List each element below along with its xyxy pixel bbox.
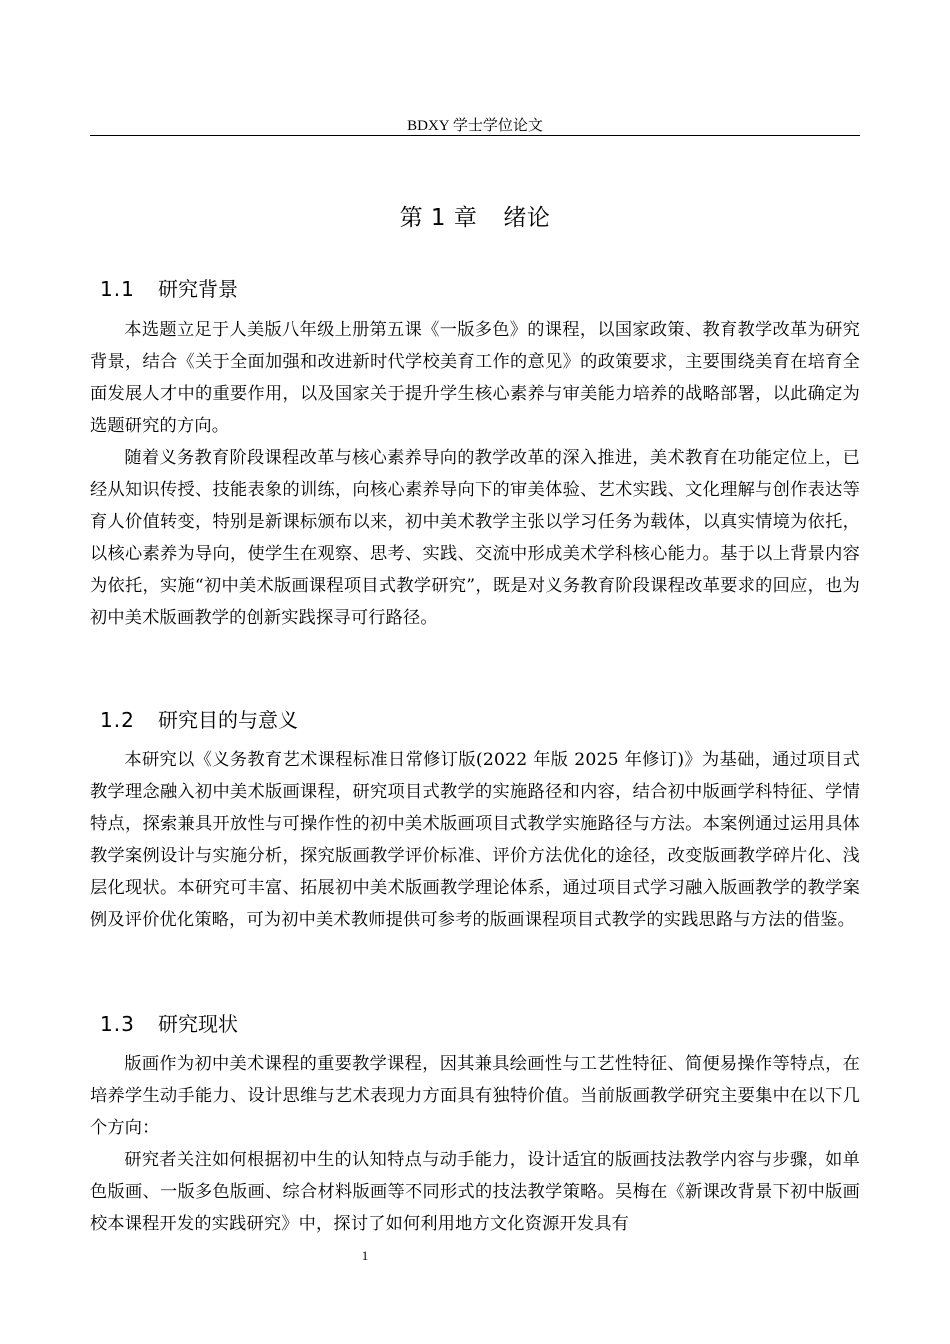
chapter-name: 绪论 xyxy=(503,205,551,231)
section-title: 研究背景 xyxy=(158,277,238,301)
section-heading-1-3 xyxy=(100,1010,238,1038)
section-title: 研究目的与意义 xyxy=(158,708,298,732)
paragraph: 随着义务教育阶段课程改革与核心素养导向的教学改革的深入推进，美术教育在功能定位上，已经从知识传授、技能表象的训练，向核心素养导向下的审美体验、艺术实践、文化理解与创作表达等育人价值转变，特别是新课标颁布以来，初中美术教学主张以学习任务为载体，以真实情境为依托，以核心素养为导向，使学生在观察、思考、实践、交流中形成美术学科核心能力。基于以上背景内容为依托，实施“初中美术版画课程项目式教学研究”，既是对义务教育阶段课程改革要求的回应，也为初中美术版画教学的创新实践探寻可行路径。 xyxy=(90,448,860,628)
section-number: 1.3 xyxy=(100,1012,135,1036)
running-header: BDXY 学士学位论文 xyxy=(407,118,543,134)
header-rule xyxy=(90,135,860,136)
chapter-title xyxy=(90,202,860,234)
paragraph: 本研究以《义务教育艺术课程标准日常修订版(2022 年版 2025 年修订)》为基础，通过项目式教学理念融入初中美术版画课程，研究项目式教学的实施路径和内容，结合初中版画学科特征、学情特点，探索兼具开放性与可操作性的初中美术版画项目式教学实施路径与方法。本案例通过运用具体教学案例设计与实施分析，探究版画教学评价标准、评价方法优化的途径，改变版画教学碎片化、浅层化现状。本研究可丰富、拓展初中美术版画教学理论体系，通过项目式学习融入版画教学的教学案例及评价优化策略，可为初中美术教师提供可参考的版画课程项目式教学的实践思路与方法的借鉴。 xyxy=(90,750,860,930)
section-title: 研究现状 xyxy=(158,1012,238,1036)
section-heading-1-1 xyxy=(100,275,238,303)
section-number: 1.1 xyxy=(100,277,135,301)
section-heading-1-2 xyxy=(100,706,298,734)
paragraph: 本选题立足于人美版八年级上册第五课《一版多色》的课程，以国家政策、教育教学改革为研究背景，结合《关于全面加强和改进新时代学校美育工作的意见》的政策要求，主要围绕美育在培育全面发展人才中的重要作用，以及国家关于提升学生核心素养与审美能力培养的战略部署，以此确定为选题研究的方向。 xyxy=(90,320,860,436)
paragraph: 研究者关注如何根据初中生的认知特点与动手能力，设计适宜的版画技法教学内容与步骤，如单色版画、一版多色版画、综合材料版画等不同形式的技法教学策略。吴梅在《新课改背景下初中版画校本课程开发的实践研究》中，探讨了如何利用地方文化资源开发具有 xyxy=(90,1150,860,1234)
chapter-number: 第 1 章 xyxy=(399,205,478,231)
paragraph: 版画作为初中美术课程的重要教学课程，因其兼具绘画性与工艺性特征、简便易操作等特点，在培养学生动手能力、设计思维与艺术表现力方面具有独特价值。当前版画教学研究主要集中在以下几个方向： xyxy=(90,1054,860,1138)
section-number: 1.2 xyxy=(100,708,135,732)
page-number: 1 xyxy=(361,1248,369,1263)
